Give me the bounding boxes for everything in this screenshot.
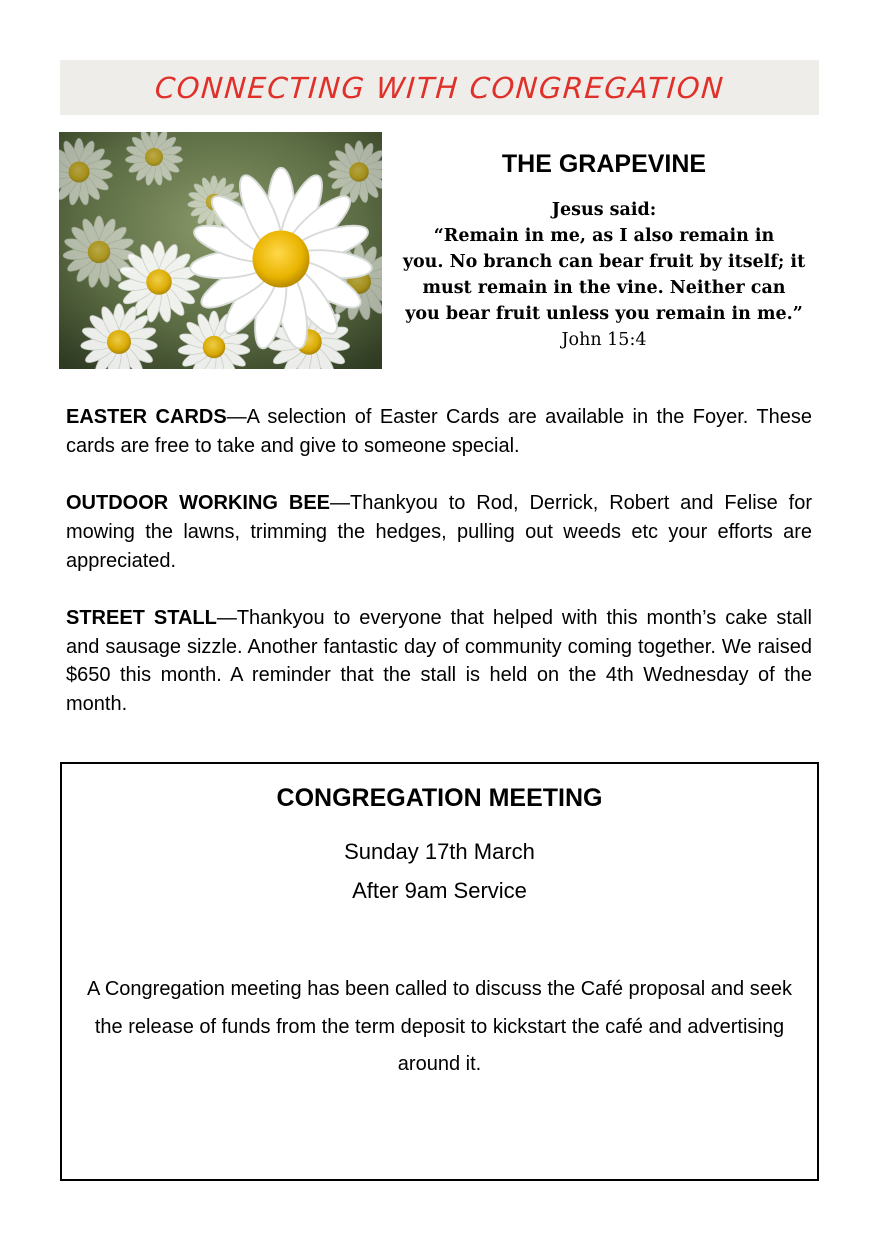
daisy-photo <box>59 132 382 369</box>
verse-line: Jesus said: <box>551 200 657 220</box>
grapevine-section <box>390 150 818 353</box>
notice-street-stall <box>66 604 812 719</box>
notice-working-bee <box>66 489 812 575</box>
notice-heading: OUTDOOR WORKING BEE <box>66 492 331 515</box>
scripture-verse <box>390 197 818 327</box>
verse-reference: John 15:4 <box>561 330 647 350</box>
verse-line: you. No branch can bear fruit by itself; it <box>402 252 806 272</box>
verse-line: you bear fruit unless you remain in me.” <box>405 304 803 324</box>
verse-line: “Remain in me, as I also remain in <box>433 226 775 246</box>
page-banner <box>60 60 819 115</box>
verse-line: must remain in the vine. Neither can <box>422 278 786 298</box>
notice-text: —A selection of Easter Cards are available in the Foyer. These cards are free to take and give to someone special. <box>66 406 812 457</box>
notice-heading: STREET STALL <box>66 606 217 629</box>
meeting-description: A Congregation meeting has been called to discuss the Café proposal and seek the release of funds from the term deposit to kickstart the café and advertising around it. <box>87 978 792 1075</box>
notice-text: —Thankyou to everyone that helped with this month’s cake stall and sausage sizzle. Another fantastic day of community coming together. We raised $650 this month. A reminder that the stall is held on the 4th Wednesday of the month. <box>66 606 812 715</box>
meeting-box <box>60 762 819 1181</box>
meeting-date: Sunday 17th March <box>344 839 535 864</box>
notice-easter-cards <box>66 403 812 460</box>
notices-list <box>66 403 812 747</box>
meeting-title: CONGREGATION MEETING <box>276 784 603 812</box>
notice-heading: EASTER CARDS <box>66 406 227 428</box>
meeting-time: After 9am Service <box>352 878 527 903</box>
banner-title: CONNECTING WITH CONGREGATION <box>153 70 726 105</box>
notice-text: —Thankyou to Rod, Derrick, Robert and Felise for mowing the lawns, trimming the hedges, pulling out weeds etc your efforts are appreciated. <box>66 492 812 572</box>
grapevine-title: THE GRAPEVINE <box>501 150 707 178</box>
